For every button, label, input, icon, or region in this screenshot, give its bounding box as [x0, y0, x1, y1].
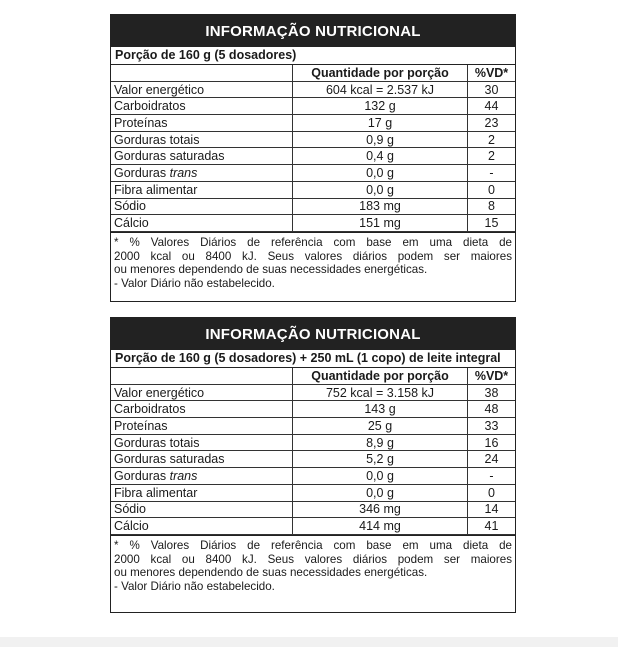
header-row: [111, 65, 515, 81]
nutrient-name-text: Gorduras: [114, 165, 167, 180]
nutrient-name-italic: trans: [169, 468, 198, 483]
header-row: [111, 368, 515, 384]
nutrient-name: Valor energético: [111, 384, 293, 401]
table-row: [111, 198, 515, 215]
nutrient-quantity: 17 g: [293, 115, 468, 132]
nutrient-vd: 24: [468, 451, 516, 468]
footnote-line: ou menores dependendo de suas necessidades energéticas.: [114, 566, 428, 580]
nutrient-quantity: 5,2 g: [293, 451, 468, 468]
nutrient-name: Carboidratos: [111, 98, 293, 115]
table-row: [111, 165, 515, 182]
nutrient-name: Gorduras saturadas: [111, 451, 293, 468]
table-row: [111, 148, 515, 165]
nutrient-quantity: 8,9 g: [293, 434, 468, 451]
nutrient-vd: 8: [468, 198, 516, 215]
table-row: [111, 451, 515, 468]
nutrient-name: Gorduras totais: [111, 434, 293, 451]
nutrient-name: Fibra alimentar: [111, 484, 293, 501]
nutrient-name-italic: trans: [169, 165, 198, 180]
nutrient-name: Fibra alimentar: [111, 181, 293, 198]
nutrient-name: Cálcio: [111, 518, 293, 535]
nutrient-quantity: 0,9 g: [293, 131, 468, 148]
footnote: [111, 535, 515, 596]
table-row: [111, 131, 515, 148]
nutrient-name: Cálcio: [111, 215, 293, 232]
nutrient-name: Valor energético: [111, 81, 293, 98]
header-blank: [111, 65, 293, 81]
table-row: [111, 484, 515, 501]
nutrient-vd: 30: [468, 81, 516, 98]
nutrient-vd: -: [468, 165, 516, 182]
portion-label: Porção de 160 g (5 dosadores) + 250 mL (1 copo) de leite integral: [111, 350, 515, 368]
nutrient-name: [111, 165, 293, 182]
nutrient-vd: -: [468, 468, 516, 485]
nutrient-vd: 41: [468, 518, 516, 535]
page-bottom-strip: [0, 637, 618, 647]
nutrient-name: Proteínas: [111, 115, 293, 132]
table-row: [111, 468, 515, 485]
nutrient-quantity: 25 g: [293, 418, 468, 435]
nutrient-quantity: 143 g: [293, 401, 468, 418]
nutrient-quantity: 346 mg: [293, 501, 468, 518]
table-row: [111, 215, 515, 232]
nutrition-grid: [111, 368, 515, 535]
nutrient-vd: 2: [468, 131, 516, 148]
table-row: [111, 181, 515, 198]
nutrition-grid: [111, 65, 515, 232]
nutrient-name: Sódio: [111, 501, 293, 518]
nutrient-quantity: 151 mg: [293, 215, 468, 232]
table-row: [111, 81, 515, 98]
header-vd: %VD*: [468, 368, 516, 384]
nutrition-table-2: [110, 317, 516, 613]
table-title: INFORMAÇÃO NUTRICIONAL: [111, 15, 515, 47]
footnote-line: - Valor Diário não estabelecido.: [114, 277, 275, 291]
footnote-line: 2000 kcal ou 8400 kJ. Seus valores diários podem ser maiores: [114, 249, 512, 263]
table-row: [111, 434, 515, 451]
footnote-line: ou menores dependendo de suas necessidades energéticas.: [114, 263, 428, 277]
footnote: [111, 232, 515, 293]
nutrient-quantity: 0,0 g: [293, 484, 468, 501]
header-blank: [111, 368, 293, 384]
nutrient-vd: 0: [468, 181, 516, 198]
nutrient-name: Sódio: [111, 198, 293, 215]
nutrient-vd: 15: [468, 215, 516, 232]
nutrient-name-text: Gorduras: [114, 468, 167, 483]
nutrient-vd: 0: [468, 484, 516, 501]
nutrient-quantity: 132 g: [293, 98, 468, 115]
nutrient-vd: 33: [468, 418, 516, 435]
nutrient-quantity: 414 mg: [293, 518, 468, 535]
footnote-line: * % Valores Diários de referência com base em uma dieta de: [114, 538, 512, 552]
nutrient-vd: 16: [468, 434, 516, 451]
portion-label: Porção de 160 g (5 dosadores): [111, 47, 515, 65]
header-quantity: Quantidade por porção: [293, 368, 468, 384]
table-row: [111, 518, 515, 535]
table-row: [111, 501, 515, 518]
nutrient-name: Gorduras totais: [111, 131, 293, 148]
nutrient-name: Carboidratos: [111, 401, 293, 418]
footnote-line: - Valor Diário não estabelecido.: [114, 580, 275, 594]
nutrient-quantity: 183 mg: [293, 198, 468, 215]
nutrient-vd: 38: [468, 384, 516, 401]
footnote-line: 2000 kcal ou 8400 kJ. Seus valores diários podem ser maiores: [114, 552, 512, 566]
nutrition-table-1: [110, 14, 516, 302]
nutrient-name: Gorduras saturadas: [111, 148, 293, 165]
table-row: [111, 115, 515, 132]
nutrient-vd: 14: [468, 501, 516, 518]
nutrient-quantity: 752 kcal = 3.158 kJ: [293, 384, 468, 401]
nutrient-vd: 44: [468, 98, 516, 115]
nutrient-quantity: 0,0 g: [293, 181, 468, 198]
table-title: INFORMAÇÃO NUTRICIONAL: [111, 318, 515, 350]
nutrient-quantity: 604 kcal = 2.537 kJ: [293, 81, 468, 98]
nutrient-quantity: 0,0 g: [293, 165, 468, 182]
nutrient-name: [111, 468, 293, 485]
nutrient-name: Proteínas: [111, 418, 293, 435]
footnote-line: * % Valores Diários de referência com base em uma dieta de: [114, 235, 512, 249]
table-row: [111, 418, 515, 435]
table-row: [111, 98, 515, 115]
nutrient-quantity: 0,4 g: [293, 148, 468, 165]
table-row: [111, 401, 515, 418]
header-vd: %VD*: [468, 65, 516, 81]
nutrient-vd: 23: [468, 115, 516, 132]
nutrient-vd: 2: [468, 148, 516, 165]
nutrient-quantity: 0,0 g: [293, 468, 468, 485]
header-quantity: Quantidade por porção: [293, 65, 468, 81]
nutrient-vd: 48: [468, 401, 516, 418]
table-row: [111, 384, 515, 401]
